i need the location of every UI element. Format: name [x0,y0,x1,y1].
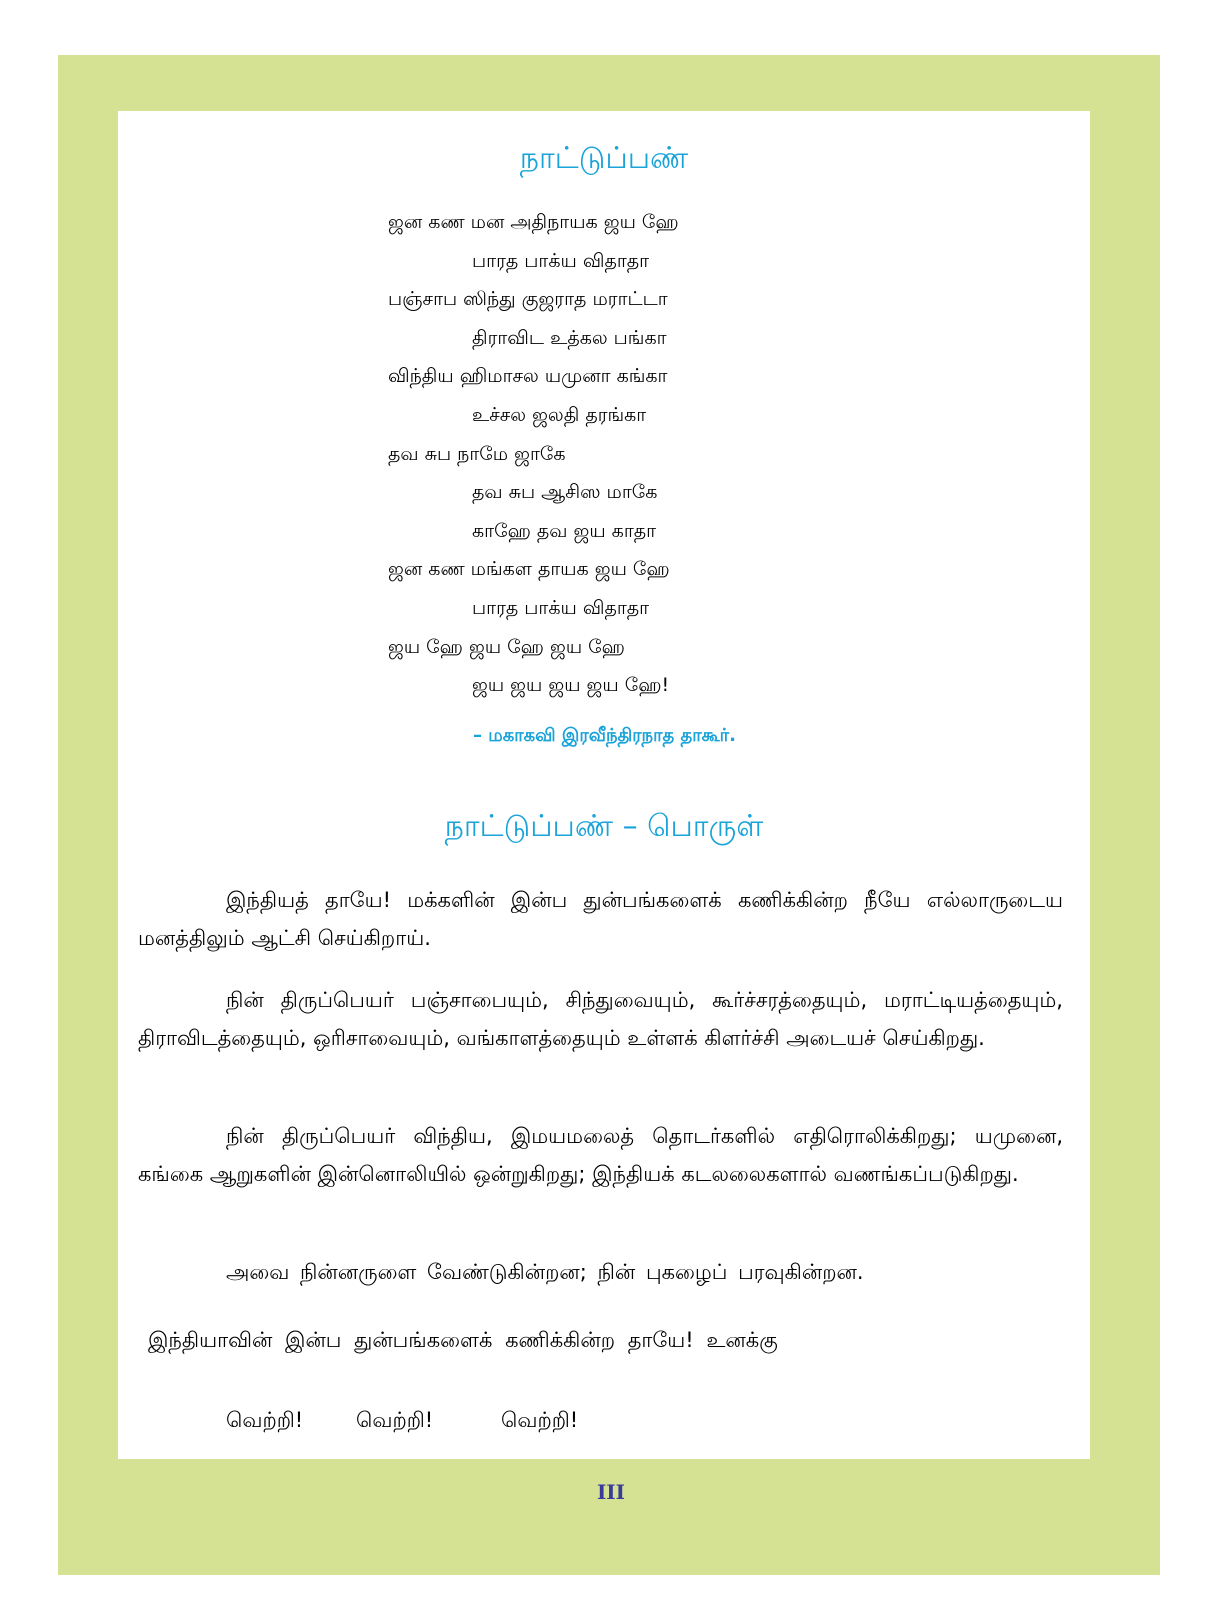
anthem-line: பாரத பாக்ய விதாதா [472,249,650,272]
victory-word: வெற்றி! [226,1408,304,1432]
anthem-line: விந்திய ஹிமாசல யமுனா கங்கா [388,365,668,388]
anthem-line: ஜய ஜய ஜய ஜய ஹே! [472,674,670,697]
anthem-author: – மகாகவி இரவீந்திரநாத தாகூர். [473,725,736,746]
meaning-line: அவை நின்னருளை வேண்டுகின்றன; நின் புகழைப் பரவுகின்றன. [226,1260,864,1284]
anthem-line: தவ சுப ஆசிஸ மாகே [472,481,658,504]
anthem-lyrics [388,203,679,705]
anthem-line: ஜய ஹே ஜய ஹே ஜய ஹே [388,635,625,658]
page-border [58,55,1160,1575]
meaning-paragraph: நின் திருப்பெயர் விந்திய, இமயமலைத் தொடர்களில் எதிரொலிக்கிறது; யமுனை, கங்கை ஆறுகளின் இன்னொலியில் ஒன்றுகிறது; இந்தியக் கடலலைகளால் வணங்கப்படுகிறது. [138,1124,1063,1186]
anthem-line: உச்சல ஜலதி தரங்கா [472,403,647,426]
victory-word: வெற்றி! [356,1408,434,1432]
content-panel [118,111,1090,1459]
victory-word: வெற்றி! [501,1408,579,1432]
meaning-title: நாட்டுப்பண் – பொருள் [444,809,764,844]
anthem-line: பாரத பாக்ய விதாதா [472,596,650,619]
anthem-line: தவ சுப நாமே ஜாகே [388,442,566,465]
meaning-line: இந்தியாவின் இன்ப துன்பங்களைக் கணிக்கின்ற தாயே! உனக்கு [148,1328,778,1352]
anthem-line: ஜன கண மன அதிநாயக ஜய ஹே [388,211,679,233]
anthem-line: திராவிட உத்கல பங்கா [472,326,667,349]
anthem-line: காஹே தவ ஜய காதா [472,519,657,542]
meaning-paragraph: நின் திருப்பெயர் பஞ்சாபையும், சிந்துவையும், கூர்ச்சரத்தையும், மராட்டியத்தையும், திராவிடத்தையும், ஒரிசாவையும், வங்காளத்தையும் உள்ளக் கிளர்ச்சி அடையச் செய்கிறது. [138,988,1063,1050]
meaning-paragraph: இந்தியத் தாயே! மக்களின் இன்ப துன்பங்களைக் கணிக்கின்ற நீயே எல்லாருடைய மனத்திலும் ஆட்சி செய்கிறாய். [138,888,1063,950]
anthem-title: நாட்டுப்பண் [519,141,689,176]
anthem-line: ஜன கண மங்கள தாயக ஜய ஹே [388,558,670,581]
page-number: III [596,1480,626,1504]
anthem-line: பஞ்சாப ஸிந்து குஜராத மராட்டா [388,288,668,311]
